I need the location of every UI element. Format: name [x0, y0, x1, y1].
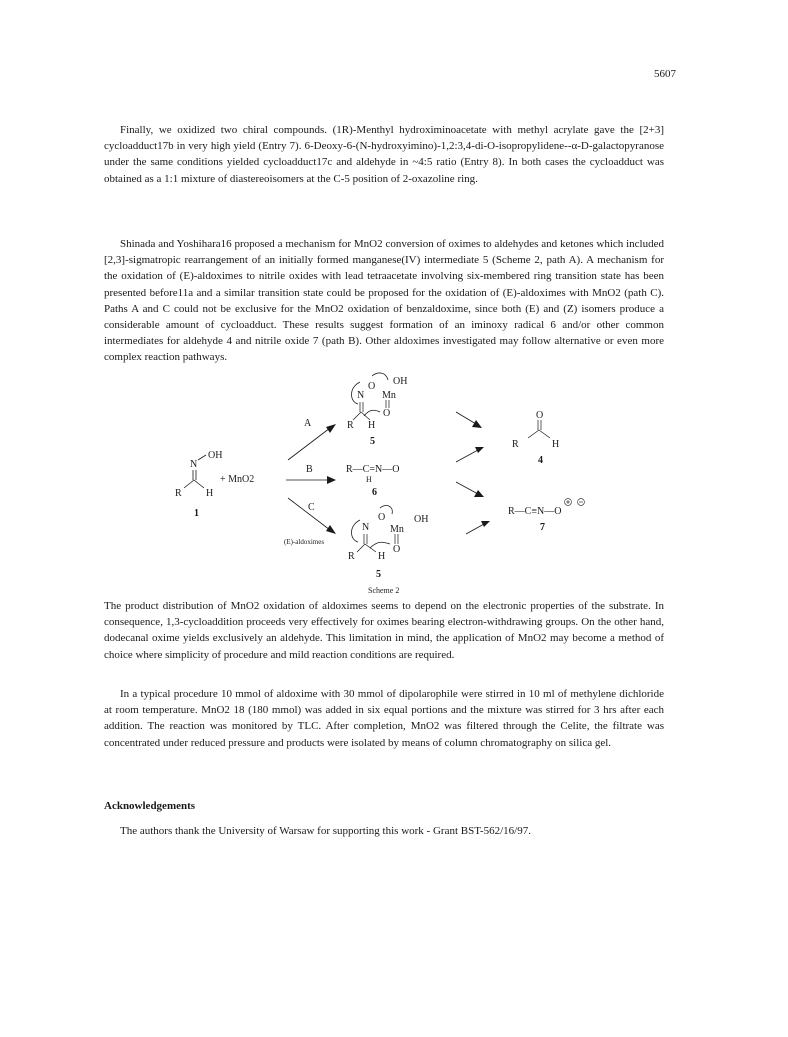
- mn-o-bottom: O: [393, 544, 401, 555]
- int-h-label: H: [368, 420, 376, 431]
- int-n-bottom: N: [362, 522, 370, 533]
- paragraph-chiral-compounds: [104, 122, 664, 187]
- compound-label-5-bottom: 5: [376, 569, 381, 580]
- aldehyde-o-label: O: [536, 410, 544, 421]
- paragraph-text: In a typical procedure 10 mmol of aldoxime with 30 mmol of dipolarophile were stirred in 10 ml of methylene dichloride at room temperature. MnO2 18 (180 mmol) was added in six equal portions and the mixture was stirred for 3 hrs after each addition. The reaction was monitored by TLC. After completion, MnO2 was filtered through the Celite, the filtrate was concentrated under reduced pressure and products were isolated by means of column chromatography on silica gel.: [104, 688, 664, 749]
- aldehyde-4: [512, 410, 559, 466]
- path-b-label: B: [306, 464, 313, 475]
- e-aldoximes-label: (E)-aldoximes: [284, 538, 325, 546]
- arrow-to-nitrile-oxide-from-c: [466, 524, 484, 534]
- paragraph-typical-procedure: [104, 686, 664, 751]
- page-number: 5607: [654, 68, 676, 80]
- mn-oh-bottom: OH: [414, 514, 429, 525]
- path-a-arrow: [288, 428, 330, 460]
- mn-o-label: O: [383, 408, 391, 419]
- compound-label-1: 1: [194, 508, 199, 519]
- int-o-label: O: [368, 381, 376, 392]
- intermediate-5-bottom: [348, 506, 428, 580]
- paragraph-text: The product distribution of MnO2 oxidation of aldoximes seems to depend on the electronic properties of the substrate. In consequence, 1,3-cycloaddition proceeds very effectively for oximes bearing electron-withdrawing groups. On the other hand, dodecanal oxime yields exclusively an aldehyde. This limitation in mind, the application of MnO2 may become a method of choice where simplicity of procedure and mild reaction conditions are required.: [104, 600, 664, 661]
- paragraph-text: Finally, we oxidized two chiral compounds. (1R)-Menthyl hydroximinoacetate with methyl acrylate gave the [2+3] cycloadduct17b in very high yield (Entry 7). 6-Deoxy-6-(N-hydroxyimino)-1,2:3,4-di-O-isopropylidene--α-D-galactopyranose under the same conditions yielded cycloadduct17c and aldehyde in ~4:5 ratio (Entry 8). In both cases the cycloadduct was obtained as a 1:1 mixture of diastereoisomers at the C-5 position of 2-oxazoline ring.: [104, 124, 664, 185]
- paragraph-text: Shinada and Yoshihara16 proposed a mechanism for MnO2 conversion of oximes to aldehydes and ketones which included [2,3]-sigmatropic rearrangement of an initially formed manganese(IV) intermediate 5 (Scheme 2, path A). A mechanism for the oxidation of (E)-aldoximes to nitrile oxides with lead tetraacetate involving six-membered ring transition state has been presented before11a and a similar transition state could be proposed for the oxidation of (E)-aldoximes with MnO2 (path C). Paths A and C could not be exclusive for the MnO2 oxidation of benzaldoxime, since both (E) and (Z) isomers produce a considerable amount of cycloadduct. These results suggest formation of an iminoxy radical 6 and/or other common intermediates for aldehyde 4 and nitrile oxide 7 (path B). Other aldoximes investigated may follow alternative or even more complex reaction pathways.: [104, 238, 664, 364]
- compound-label-6: 6: [372, 487, 377, 498]
- mn-label: Mn: [382, 390, 396, 401]
- paragraph-product-distribution: [104, 598, 664, 663]
- intermediate-5-top: [347, 373, 407, 447]
- mn-oh-label: OH: [393, 376, 408, 387]
- oxime-oh-label: OH: [208, 450, 223, 461]
- reagent-mno2: + MnO2: [220, 474, 255, 485]
- nitrile-oxide-formula: R—C≡N—O: [508, 506, 562, 517]
- mn-bottom: Mn: [390, 524, 404, 535]
- path-c-label: C: [308, 502, 315, 513]
- int-r-label: R: [347, 420, 354, 431]
- aldehyde-r-label: R: [512, 439, 519, 450]
- scheme-caption: Scheme 2: [368, 586, 400, 595]
- scheme-2-diagram: [150, 372, 610, 598]
- int-h-bottom: H: [378, 551, 386, 562]
- paragraph-acknowledgements: [104, 823, 664, 839]
- oxime-h-label: H: [206, 488, 214, 499]
- oxime-n-label: N: [190, 459, 198, 470]
- oxime-structure-1: [175, 450, 222, 519]
- int-r-bottom: R: [348, 551, 355, 562]
- compound-label-7: 7: [540, 522, 545, 533]
- acknowledgements-heading: Acknowledgements: [104, 800, 196, 812]
- arrow-to-aldehyde-from-a: [456, 412, 476, 424]
- radical-6: [346, 464, 399, 498]
- aldehyde-h-label: H: [552, 439, 560, 450]
- compound-label-4: 4: [538, 455, 543, 466]
- radical-6-h: H: [366, 475, 372, 484]
- int-o-bottom: O: [378, 512, 386, 523]
- paragraph-text: The authors thank the University of Warsaw for supporting this work - Grant BST-562/16/97.: [120, 825, 531, 837]
- oxime-r-label: R: [175, 488, 182, 499]
- arrow-to-nitrile-oxide-from-b: [456, 482, 478, 494]
- path-a-label: A: [304, 418, 312, 429]
- compound-label-5-top: 5: [370, 436, 375, 447]
- paragraph-mechanism: [104, 236, 664, 366]
- radical-6-formula: R—C=N—O: [346, 464, 400, 475]
- int-n-label: N: [357, 390, 365, 401]
- nitrile-oxide-7: [508, 499, 584, 533]
- arrow-to-aldehyde-from-b: [456, 450, 478, 462]
